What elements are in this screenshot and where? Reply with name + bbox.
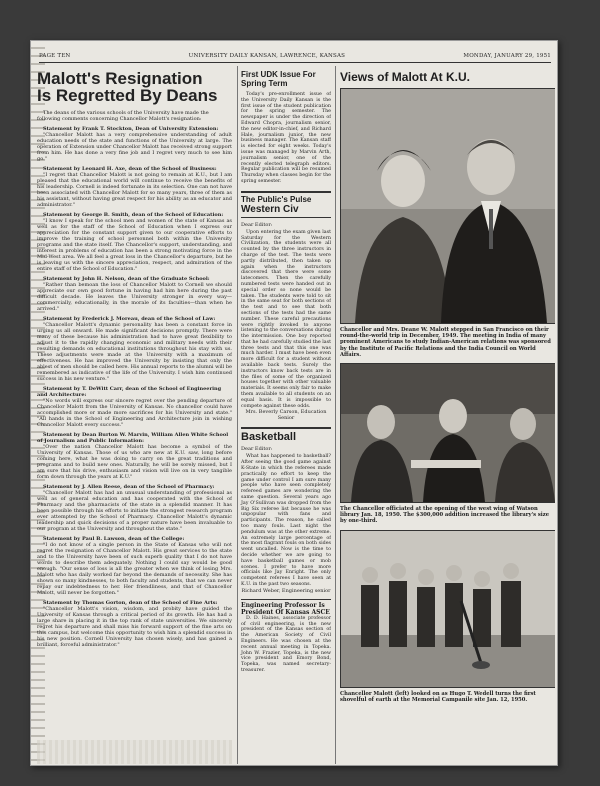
- headline-line-2: Is Regretted By Deans: [37, 86, 218, 105]
- dean-statement: [37, 166, 232, 208]
- page-wear: [37, 740, 232, 764]
- public-pulse-banner: [241, 191, 331, 218]
- statement-attribution: Statement by J. Allen Reese, dean of the School of Pharmacy:: [43, 484, 215, 490]
- dean-statement: [37, 600, 232, 648]
- western-civ-label: Western Civ: [241, 203, 299, 215]
- engineering-text: D. D. Haines, associate professor of civil engineering, is the new president of the Kansas section of the American Society of Civil Engineers. He was chosen at the recent annual meeting in Topeka. John W. Frazier, Topeka, is the new vice president and Emory Bond, Topeka, was named secretary-treasurer.: [241, 615, 331, 673]
- statement-attribution: Statement by Thomas Gorton, dean of the School of Fine Arts:: [43, 600, 218, 606]
- middle-column: [237, 66, 331, 764]
- public-pulse-label: The Public's Pulse: [241, 194, 312, 204]
- dean-statement: [37, 386, 232, 428]
- paper-name: UNIVERSITY DAILY KANSAN, LAWRENCE, KANSAS: [188, 53, 346, 59]
- photo-column: [335, 66, 555, 764]
- headline-line-1: Malott's Resignation: [37, 69, 203, 88]
- dean-statement: [37, 126, 232, 162]
- photo-campanile-groundbreaking: [340, 530, 555, 688]
- statement-text: "Chancellor Malott's dynamic personality has been a constant force in urging us all onward. He made significant decisions promptly. There were many of these because his administration had to have great flexibility to adjust it to the rapidly changing economic and military needs with their resulting demands on educational institutions throughout his stay with us. These adjustments were made at the University with a maximum of effectiveness. He has improved the University by insisting that only the ablest of men should be called here. His annual reports to the alumni will be remembered as indicative of the life of the University. I wish him continued success in his new venture.": [37, 322, 232, 382]
- pulse-salutation: Dear Editor:: [241, 221, 273, 228]
- udk-issue-text: Today's pre-enrollment issue of the University Daily Kansan is the first issue of the student publication for the spring semester. The newspaper is under the direction of Edward Chopra, journalism senior, the new editor-in-chief, and Richard Hale, journalism junior, the new business manager. The Kansan staff is elected for eight weeks. Today's issue was managed by Marvin Arth, journalism senior, one of the recently elected telegraph editors. Regular publication will be resumed Thursday when classes begin for the spring semester.: [241, 92, 331, 184]
- statement-attribution: Statement by Dean Burton W. Marvin, William Allen White School of Journalism and Public Information:: [37, 432, 229, 444]
- caption-campanile: Chancellor Malott (left) looked on as Hugo T. Wedell turns the first shovelful of earth at the Memorial Campanile site Jan. 12, 1950.: [340, 690, 536, 703]
- dean-statement: [37, 316, 232, 382]
- running-header: [39, 53, 551, 63]
- dean-statement: [37, 212, 232, 272]
- basketball-signature: Richard Weber, Engineering senior: [241, 587, 331, 594]
- statement-attribution: Statement by John H. Nelson, dean of the Graduate School:: [43, 276, 210, 282]
- pulse-signature: Mrs. Beverly Carson, Education Senior: [245, 409, 327, 422]
- statement-text: "I regret that Chancellor Malott is not going to remain at K.U., but I am pleased that the educational world will continue to receive the benefits of his leadership. Cornell is indeed fortunate in its selection. One can not have been associated with Chancellor Malott for so many years, three of them as his assistant, without having great respect for his ability as an educator and administrator.": [37, 172, 232, 208]
- caption-couple: Chancellor and Mrs. Deane W. Malott stepped in San Francisco on their round-the-world trip in December, 1949. The meeting in India of many prominent Americans to study Indian-American relations was sponsored by the Institute of Pacific Relations and the India Council on World Affairs.: [340, 327, 551, 358]
- statement-attribution: Statement by Leonard H. Axe, dean of the School of Business:: [43, 166, 217, 172]
- story-lead: The deans of the various schools of the University have made the following comments concerning Chancellor Malott's resignation:: [37, 110, 209, 122]
- main-story-column: [37, 66, 232, 764]
- statement-text: "I do not know of a single person in the State of Kansas who will not regret the resignation of Chancellor Malott. His great services to the state and to the University have been of such superb quality that I do not have words to describe them adequately. Nothing I could say would be good enough. "Our sense of loss is all the greater when we think of losing Mrs. Malott who has daily worked far beyond the demands of necessity. She has shown so many kindnesses, to both faculty and students, that we can never repay our indebtedness to her. Her friendliness, and that of Chancellor Malott, will never be forgotten.": [37, 542, 232, 596]
- basketball-headline: Basketball: [241, 427, 331, 443]
- statement-attribution: Statement by T. DeWitt Carr, dean of the School of Engineering and Architecture:: [37, 386, 222, 398]
- statement-text: "No words will express our sincere regret over the pending departure of Chancellor Malott from the University of Kansas. No chancellor could have accomplished more or made more sacrifices for his University and state." "All hands in the School of Engineering and Architecture join in wishing Chancellor Malott every success.": [37, 398, 232, 428]
- issue-date: MONDAY, JANUARY 29, 1951: [463, 53, 551, 59]
- statement-attribution: Statement by Frederick J. Moreau, dean of the School of Law:: [43, 316, 216, 322]
- statements-list: [37, 126, 232, 648]
- pulse-letter-text: Upon entering the exam given last Saturday for the Western Civilization, the students were all counted by the three instructors in charge of the test. The tests were partly distributed, then taken up again when the instructors discovered that there were some latecomers. Then the carefully numbered tests were handed out in special order so none would be taken. The students were told to sit in the same seat for both sections of the test and to see that both sections of the tests had the same number. These careful precautions were rightly invoked to anyone listening to the conversations during the intermission. One boy reported that he had carefully studied the last three tests and that this one was much harder. I must have been even more difficult for a student without available back tests. Surely the instructors know back tests are in the files of some of the organized houses together with other valuable materials. It seems only fair to make them available to all students on an equal basis. It is impossible to compete against these odds.: [241, 229, 331, 409]
- statement-attribution: Statement by Frank T. Stockton, Dean of University Extension:: [43, 126, 219, 132]
- dean-statement: [37, 536, 232, 596]
- engineering-headline: Engineering Professor Is President Of Kansas ASCE: [241, 599, 331, 616]
- basketball-salutation: Dear Editor:: [241, 446, 273, 453]
- caption-library: The Chancellor officiated at the opening of the west wing of Watson library Jan. 18, 1950. The $300,000 addition increased the library's size by one-third.: [340, 506, 549, 525]
- dean-statement: [37, 484, 232, 532]
- newspaper-page: [30, 40, 558, 766]
- views-headline: Views of Malott At K.U.: [340, 70, 471, 84]
- statement-text: "I know I speak for the school men and women of the state of Kansas as well as for the staff of the School of Education when I express our appreciation for the constant support given to our cooperative efforts to improve the training of school personnel both within the University programs and the state itself. The Chancellor's support, understanding, and interest in problems of education has been a strong motivating force in the Mid-West area. We all feel a great loss in the Chancellor's departure, but he is leaving us with the sincere appreciation, respect, and admiration of the entire staff of the School of Education.": [37, 218, 232, 272]
- statement-attribution: Statement by George B. Smith, dean of the School of Education:: [43, 212, 224, 218]
- statement-text: "Chancellor Malott has had an unusual understanding of professional as well as of general education and has cooperated with the School of Pharmacy and the pharmacists of the state in a splendid manner. It has been possible through his efforts to initiate the strongest research program ever attempted by the School of Pharmacy. Chancellor Malott's dynamic leadership and quick decisions of a proper nature have been invaluable to our program at the University and throughout the state.": [37, 490, 232, 532]
- basketball-letter-text: What has happened to basketball? After seeing the good game against K-State in which the referees made practically no effort to keep the game under control I am sure many people who have seen completely refereed games are wondering the same question. Several years ago Jay O'Sullivan was dropped from the Big Six referee list because he was unpopular with fans and participants. The reason, he called too many fouls. Last night the pendulum was at the other extreme. An extremely large percentage of the most flagrant fouls on both sides went uncalled. Now is the time to decide whether we are going to have basketball games or mob scenes. I prefer to have more officials like Jay Enright. The only competent referees I have seen at K.U. in the past two seasons.: [241, 454, 331, 587]
- statement-text: "Over the nation Chancellor Malott has become a symbol of the University of Kansas. Those of us who are new at K.U. saw, long before coming here, what he was doing to carry on the great traditions and programs and to build new ones. Naturally, he will be sorely missed, but I am sure that his drive, enthusiasm and vision will live on in very tangible form down through the years at K.U.": [37, 444, 232, 480]
- statement-text: "Chancellor Malott's vision, wisdom, and probity have guided the University of Kansas through a critical period of its growth. He has had a large share in placing it in the top rank of state universities. We sincerely regret his departure and shall miss his forward support of the fine arts on this campus, but welcome this opportunity to wish him a splendid success in his new position. Cornell University has chosen wisely, and has gained a brilliant, forceful administrator.": [37, 606, 232, 648]
- page-number: PAGE TEN: [39, 53, 71, 59]
- statement-text: "Rather than bemoan the loss of Chancellor Malott to Cornell we should appreciate our own good fortune in having had him here during the past difficult decade. He leaves the University stronger in every way—commercially, educationally, in the morale of its faculties—than when he arrived.": [37, 282, 232, 312]
- statement-text: "Chancellor Malott has a very comprehensive understanding of adult education needs of the state and functions of the University at large. The operation of Extension under Chancellor Malott has received strong support from him. He has done a very fine job and I regret very much to see him go.": [37, 132, 232, 162]
- statement-attribution: Statement by Paul B. Lawson, dean of the College:: [43, 536, 185, 542]
- main-headline: [37, 70, 232, 104]
- photo-malott-couple: [340, 88, 555, 324]
- udk-issue-headline: First UDK Issue For Spring Term: [241, 70, 316, 88]
- photo-library-opening: [340, 363, 555, 503]
- dean-statement: [37, 276, 232, 312]
- dean-statement: [37, 432, 232, 480]
